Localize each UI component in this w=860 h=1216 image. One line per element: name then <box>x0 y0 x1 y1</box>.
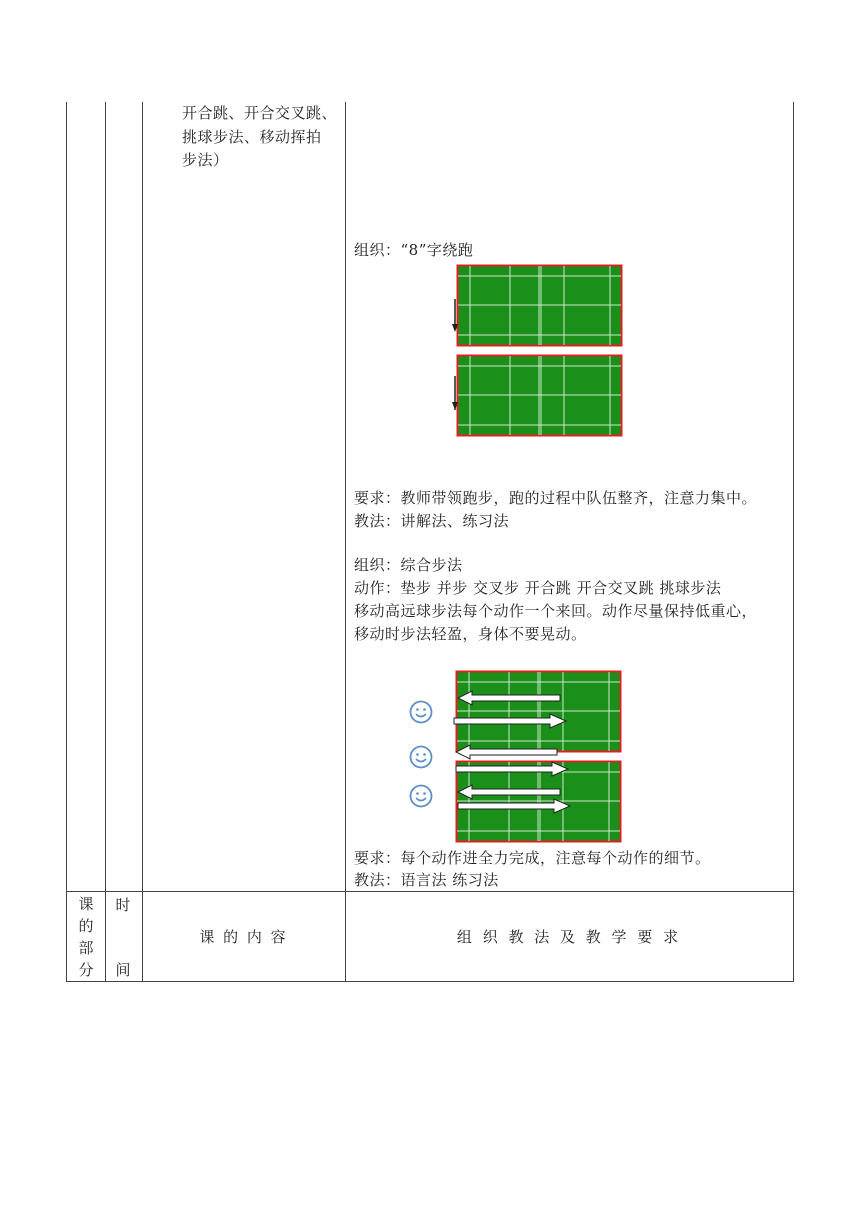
header-lesson-content: 课 的 内 容 <box>199 928 288 946</box>
header-part-char: 分 <box>78 961 94 979</box>
arrow-left-icon <box>458 691 560 705</box>
table-divider-content <box>345 102 346 982</box>
content-line: 挑球步法、移动挥拍 <box>182 127 322 146</box>
court-diagram-top <box>450 264 625 348</box>
lesson-content-text <box>182 102 342 173</box>
table-divider-part <box>105 102 106 982</box>
org-figure8-label: 组织：“8”字绕跑 <box>354 241 474 259</box>
header-part-char: 课 <box>78 895 94 913</box>
teaching-method-1: 教法：讲解法、练习法 <box>354 512 510 530</box>
arrow-right-icon <box>454 714 566 728</box>
table-border-left <box>66 102 67 982</box>
teaching-method-2: 教法：语言法 练习法 <box>354 871 499 889</box>
action-line: 动作：垫步 并步 交叉步 开合跳 开合交叉跳 挑球步法 <box>354 579 722 597</box>
header-time-char: 时 <box>115 896 131 914</box>
content-line: 开合跳、开合交叉跳、 <box>182 104 338 122</box>
action-line: 移动高远球步法每个动作一个来回。动作尽量保持低重心， <box>354 602 758 620</box>
smiley-icon <box>409 784 433 808</box>
header-organization-methods: 组 织 教 法 及 教 学 要 求 <box>456 928 682 946</box>
smiley-icon <box>409 745 433 769</box>
court-diagram-middle <box>450 354 625 438</box>
action-line: 移动时步法轻盈，身体不要晃动。 <box>354 625 587 643</box>
table-bottom-line <box>66 981 794 982</box>
table-border-right <box>793 102 794 982</box>
org-footwork-label: 组织：综合步法 <box>354 556 463 574</box>
smiley-icon <box>409 700 433 724</box>
content-line: 步法） <box>182 151 229 169</box>
table-divider-time <box>142 102 143 982</box>
footwork-arrows <box>450 685 580 815</box>
requirement-2: 要求：每个动作进全力完成，注意每个动作的细节。 <box>354 849 711 867</box>
arrow-right-icon <box>458 799 570 813</box>
arrow-left-icon <box>456 745 557 759</box>
header-part-char: 的 <box>78 917 94 935</box>
arrow-right-icon <box>456 762 568 776</box>
arrow-left-icon <box>458 785 560 799</box>
header-part-char: 部 <box>78 939 94 957</box>
header-time-char: 间 <box>115 961 131 979</box>
requirement-1: 要求：教师带领跑步，跑的过程中队伍整齐，注意力集中。 <box>354 489 758 507</box>
